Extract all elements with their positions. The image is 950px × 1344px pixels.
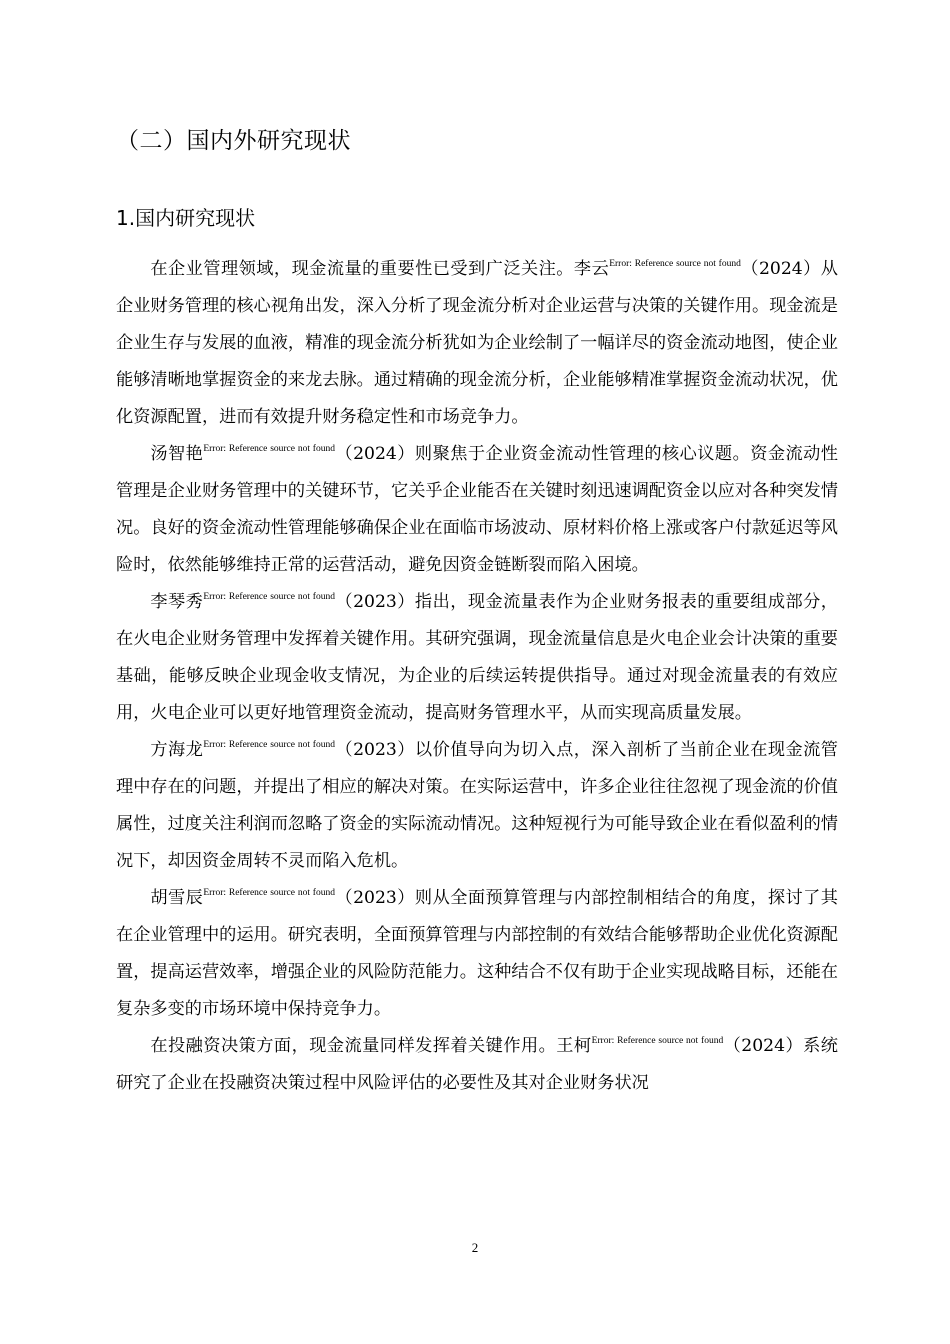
reference-error: Error: Reference source not found xyxy=(203,888,335,898)
paragraph-text: （2024）系统研究了企业在投融资决策过程中风险评估的必要性及其对企业财务状况 xyxy=(116,1036,838,1093)
page-number: 2 xyxy=(471,1240,479,1255)
reference-error: Error: Reference source not found xyxy=(203,592,335,602)
paragraph-6 xyxy=(116,1028,838,1102)
reference-error: Error: Reference source not found xyxy=(609,259,741,269)
paragraph-text: （2024）则聚焦于企业资金流动性管理的核心议题。资金流动性管理是企业财务管理中的关键环节，它关乎企业能否在关键时刻迅速调配资金以应对各种突发情况。良好的资金流动性管理能够确保企业在面临市场波动、原材料价格上涨或客户付款延迟等风险时，依然能够维持正常的运营活动，避免因资金链断裂而陷入困境。 xyxy=(116,444,838,575)
paragraph-text: （2023）以价值导向为切入点，深入剖析了当前企业在现金流管理中存在的问题，并提出了相应的解决对策。在实际运营中，许多企业往往忽视了现金流的价值属性，过度关注利润而忽略了资金的实际流动情况。这种短视行为可能导致企业在看似盈利的情况下，却因资金周转不灵而陷入危机。 xyxy=(116,740,838,871)
paragraph-5 xyxy=(116,880,838,1028)
paragraph-text: 汤智艳 xyxy=(150,444,204,464)
reference-error: Error: Reference source not found xyxy=(203,740,335,750)
subsection-heading: 1.国内研究现状 xyxy=(116,206,256,230)
paragraph-1 xyxy=(116,251,838,436)
reference-error: Error: Reference source not found xyxy=(203,444,335,454)
paragraph-text: 李琴秀 xyxy=(150,592,204,612)
paragraph-text: （2023）则从全面预算管理与内部控制相结合的角度，探讨了其在企业管理中的运用。研究表明，全面预算管理与内部控制的有效结合能够帮助企业优化资源配置，提高运营效率，增强企业的风险防范能力。这种结合不仅有助于企业实现战略目标，还能在复杂多变的市场环境中保持竞争力。 xyxy=(116,888,838,1019)
paragraph-4 xyxy=(116,732,838,880)
body-text xyxy=(116,251,838,1102)
paragraph-text: 在投融资决策方面，现金流量同样发挥着关键作用。王柯 xyxy=(150,1036,592,1056)
paragraph-text: 胡雪辰 xyxy=(150,888,204,908)
paragraph-2 xyxy=(116,436,838,584)
reference-error: Error: Reference source not found xyxy=(591,1036,724,1046)
paragraph-3 xyxy=(116,584,838,732)
paragraph-text: （2024）从企业财务管理的核心视角出发，深入分析了现金流分析对企业运营与决策的关键作用。现金流是企业生存与发展的血液，精准的现金流分析犹如为企业绘制了一幅详尽的资金流动地图，使企业能够清晰地掌握资金的来龙去脉。通过精确的现金流分析，企业能够精准掌握资金流动状况，优化资源配置，进而有效提升财务稳定性和市场竞争力。 xyxy=(116,259,838,427)
paragraph-text: （2023）指出，现金流量表作为企业财务报表的重要组成部分，在火电企业财务管理中发挥着关键作用。其研究强调，现金流量信息是火电企业会计决策的重要基础，能够反映企业现金收支情况，为企业的后续运转提供指导。通过对现金流量表的有效应用，火电企业可以更好地管理资金流动，提高财务管理水平，从而实现高质量发展。 xyxy=(116,592,838,723)
paragraph-text: 在企业管理领域，现金流量的重要性已受到广泛关注。李云 xyxy=(150,259,610,279)
section-heading: （二）国内外研究现状 xyxy=(116,128,351,154)
paragraph-text: 方海龙 xyxy=(150,740,204,760)
